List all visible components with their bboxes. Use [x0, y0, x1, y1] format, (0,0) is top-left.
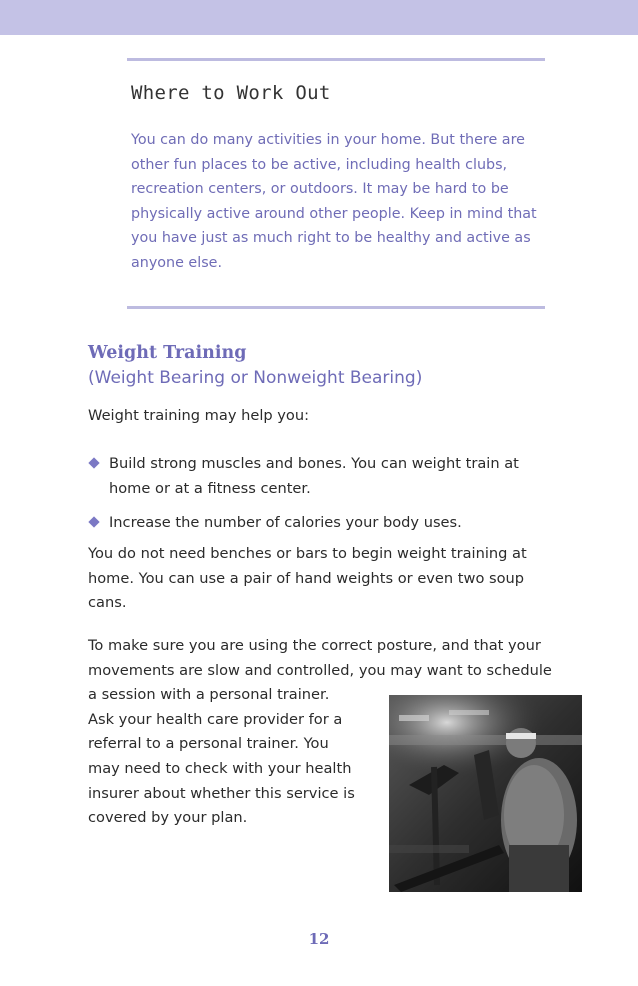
- paragraph-line: To make sure you are using the correct posture, and that your: [88, 637, 541, 654]
- paragraph-line: covered by your plan.: [88, 809, 248, 827]
- paragraph-line: movements are slow and controlled, you may want to schedule: [88, 661, 552, 679]
- paragraph-line: referral to a personal trainer. You: [88, 735, 329, 753]
- paragraph-line: a session with a personal trainer.: [88, 686, 330, 704]
- list-item-text: Increase the number of calories your body uses.: [109, 514, 462, 531]
- diamond-bullet-icon: [88, 457, 99, 468]
- sidebar-title: Where to Work Out: [131, 82, 331, 104]
- section-subtitle: (Weight Bearing or Nonweight Bearing): [88, 368, 423, 388]
- gym-treadmill-photo-icon: [389, 695, 582, 892]
- list-item-text: Build strong muscles and bones. You can weight train at home or at a fitness center.: [109, 455, 519, 497]
- sidebar-body: You can do many activities in your home. But there are other fun places to be active, including health clubs, recreation centers, or outdoors. It may be hard to be physically active around other people. Keep in mind that you have just as much right to be healthy and active as anyone else.: [131, 132, 537, 271]
- section-intro: Weight training may help you:: [88, 407, 310, 424]
- diamond-bullet-icon: [88, 516, 99, 527]
- sidebar-top-rule: [127, 58, 545, 61]
- sidebar-bottom-rule: [127, 306, 545, 309]
- paragraph-line: may need to check with your health: [88, 759, 352, 777]
- list-item: [88, 451, 558, 501]
- paragraph-line: insurer about whether this service is: [88, 784, 355, 802]
- page-number: 12: [308, 930, 330, 948]
- gym-photo: [389, 695, 582, 892]
- list-item: [88, 510, 558, 535]
- benefit-list: [88, 451, 558, 544]
- paragraph-equipment: You do not need benches or bars to begin weight training at home. You can use a pair of hand weights or even two soup cans.: [88, 545, 527, 612]
- section-title: Weight Training: [88, 343, 247, 363]
- paragraph-line: Ask your health care provider for a: [88, 710, 343, 728]
- header-band: [0, 0, 638, 35]
